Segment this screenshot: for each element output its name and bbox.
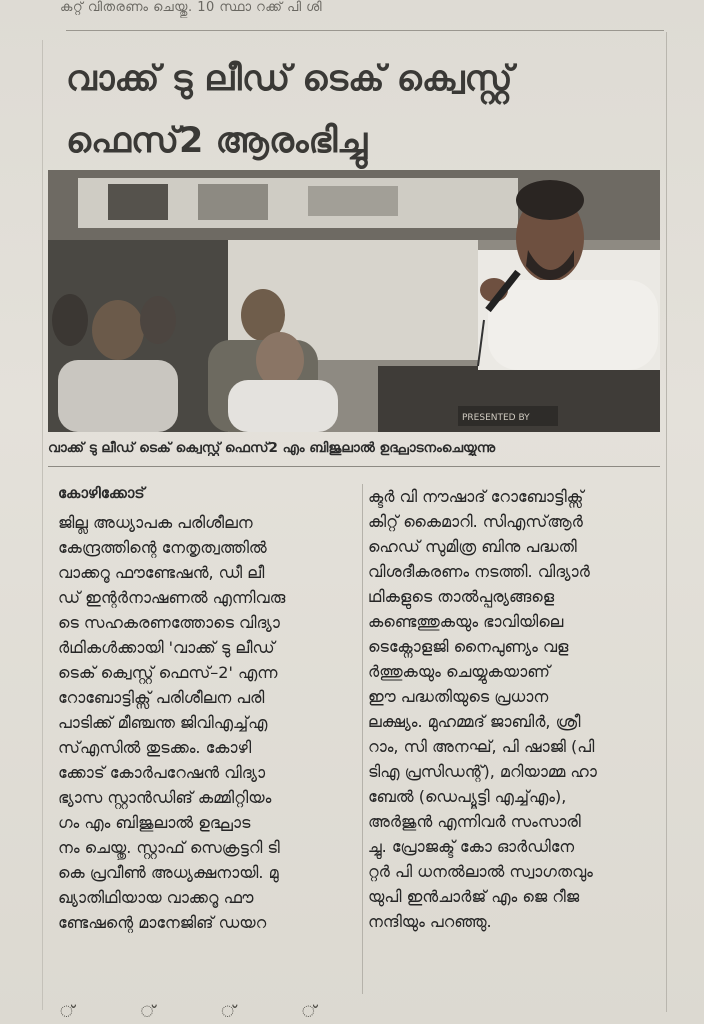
article-line: ടെക്നോളജി നൈപുണ്യം വള [368,637,569,656]
article-line: ടെക് ക്വെസ്റ്റ് ഫെസ്–2' എന്ന [58,663,278,682]
article-line: ർഥികൾക്കായി 'വാക്ക് ടു ലീഡ് [58,638,275,657]
podium-banner-text: PRESENTED BY [462,413,530,423]
article-line: നം ചെയ്തു. സ്റ്റാഫ് സെക്രട്ടറി ടി [58,838,280,857]
article-line: കേന്ദ്രത്തിന്റെ നേതൃത്വത്തിൽ [58,538,267,557]
article-line: വാക്കറൂ ഫൗണ്ടേഷൻ, ഡീ ലീ [58,563,265,582]
column-separator [362,484,363,994]
article-line: ഗം എം ബിജുലാൽ ഉദ്ഘാട [58,813,251,832]
event-photo [48,170,660,432]
article-line: ർത്തുകയും ചെയ്യുകയാണ് [368,662,550,681]
article-line: അർജുൻ എന്നിവർ സംസാരി [368,812,581,831]
article-line: സ്എസിൽ തുടക്കം. കോഴി [58,738,252,757]
article-line: ഹെഡ് സുമിത്ര ബിനു പദ്ധതി [368,537,577,556]
dateline: കോഴിക്കോട് [58,484,145,502]
article-line: റോബോട്ടിക്സ് പരിശീലന പരി [58,688,265,707]
next-article-fragment: ് ് ് ് [60,1002,377,1021]
article-line: റ്റർ പി ധനൽലാൽ സ്വാഗതവും [368,862,593,881]
article-line: ഥികളുടെ താൽപ്പര്യങ്ങളെ [368,587,555,606]
article-line: ഖ്യാതിഥിയായ വാക്കറൂ ഫൗ [58,888,254,907]
headline-line-1: വാക്ക് ടു ലീഡ് ടെക് ക്വെസ്റ്റ് [66,59,513,99]
article-column-1 [58,510,358,935]
article-line: ഭ്യാസ സ്റ്റാൻഡിങ് കമ്മിറ്റിയം [58,788,272,807]
article-line: പാടിക്ക് മീഞ്ചന്ത ജിവിഎച്ച്എ [58,713,268,732]
article-line: കെ പ്രവീൺ അധ്യക്ഷനായി. മു [58,863,279,882]
article-line: ബേൽ (ഡെപ്യൂട്ടി എച്ച്എം), [368,787,567,806]
previous-article-fragment: കറ്റ് വിതരണം ചെയ്തു. 10 സ്ഥാ റക്ക് പി ശി [60,0,323,15]
article-line: ഈ പദ്ധതിയുടെ പ്രധാന [368,687,549,706]
article-line: ജില്ല അധ്യാപക പരിശീലന [58,513,253,532]
article-line: ച്ചു. പ്രോജക്ട് കോ ഓർഡിനേ [368,837,575,856]
article-line: വിശദീകരണം നടത്തി. വിദ്യാർ [368,562,590,581]
article-line: കിറ്റ് കൈമാറി. സിഎസ്ആർ [368,512,583,531]
article-line: ഡ് ഇന്റർനാഷണൽ എന്നിവരു [58,588,286,607]
article-line: ണ്ടേഷന്റെ മാനേജിങ് ഡയറ [58,913,267,932]
photo-caption: വാക്ക് ടു ലീഡ് ടെക് ക്വെസ്റ്റ് ഫെസ്2 എം ബിജുലാൽ ഉദ്ഘാടനംചെയ്യുന്നു [48,440,496,456]
article-line: നന്ദിയും പറഞ്ഞു. [368,912,492,931]
right-column-rule [666,32,667,1012]
article-line: ലക്ഷ്യം. മുഹമ്മദ് ജാബിർ, ശ്രീ [368,712,581,731]
headline-line-2: ഫെസ്2 ആരംഭിച്ചു [66,121,368,161]
article-column-2 [368,484,664,934]
event-photo-illustration [48,170,660,432]
article-line: ക്കോട് കോർപറേഷൻ വിദ്യാ [58,763,266,782]
article-line: യുപി ഇൻചാർജ് എം ജെ റീജ [368,887,580,906]
article-line: ക്ടർ വി നൗഷാദ് റോബോട്ടിക്സ് [368,487,584,506]
article-line: റാം, സി അനഘ്, പി ഷാജി (പി [368,737,595,756]
caption-divider [48,466,660,467]
article-line: ടെ സഹകരണത്തോടെ വിദ്യാ [58,613,280,632]
article-line: കണ്ടെത്തുകയും ഭാവിയിലെ [368,612,564,631]
top-divider [66,30,664,31]
left-column-rule [42,40,43,1010]
article-line: ടിഎ പ്രസിഡന്റ്), മറിയാമ്മ ഹാ [368,762,597,781]
headline [66,48,666,172]
